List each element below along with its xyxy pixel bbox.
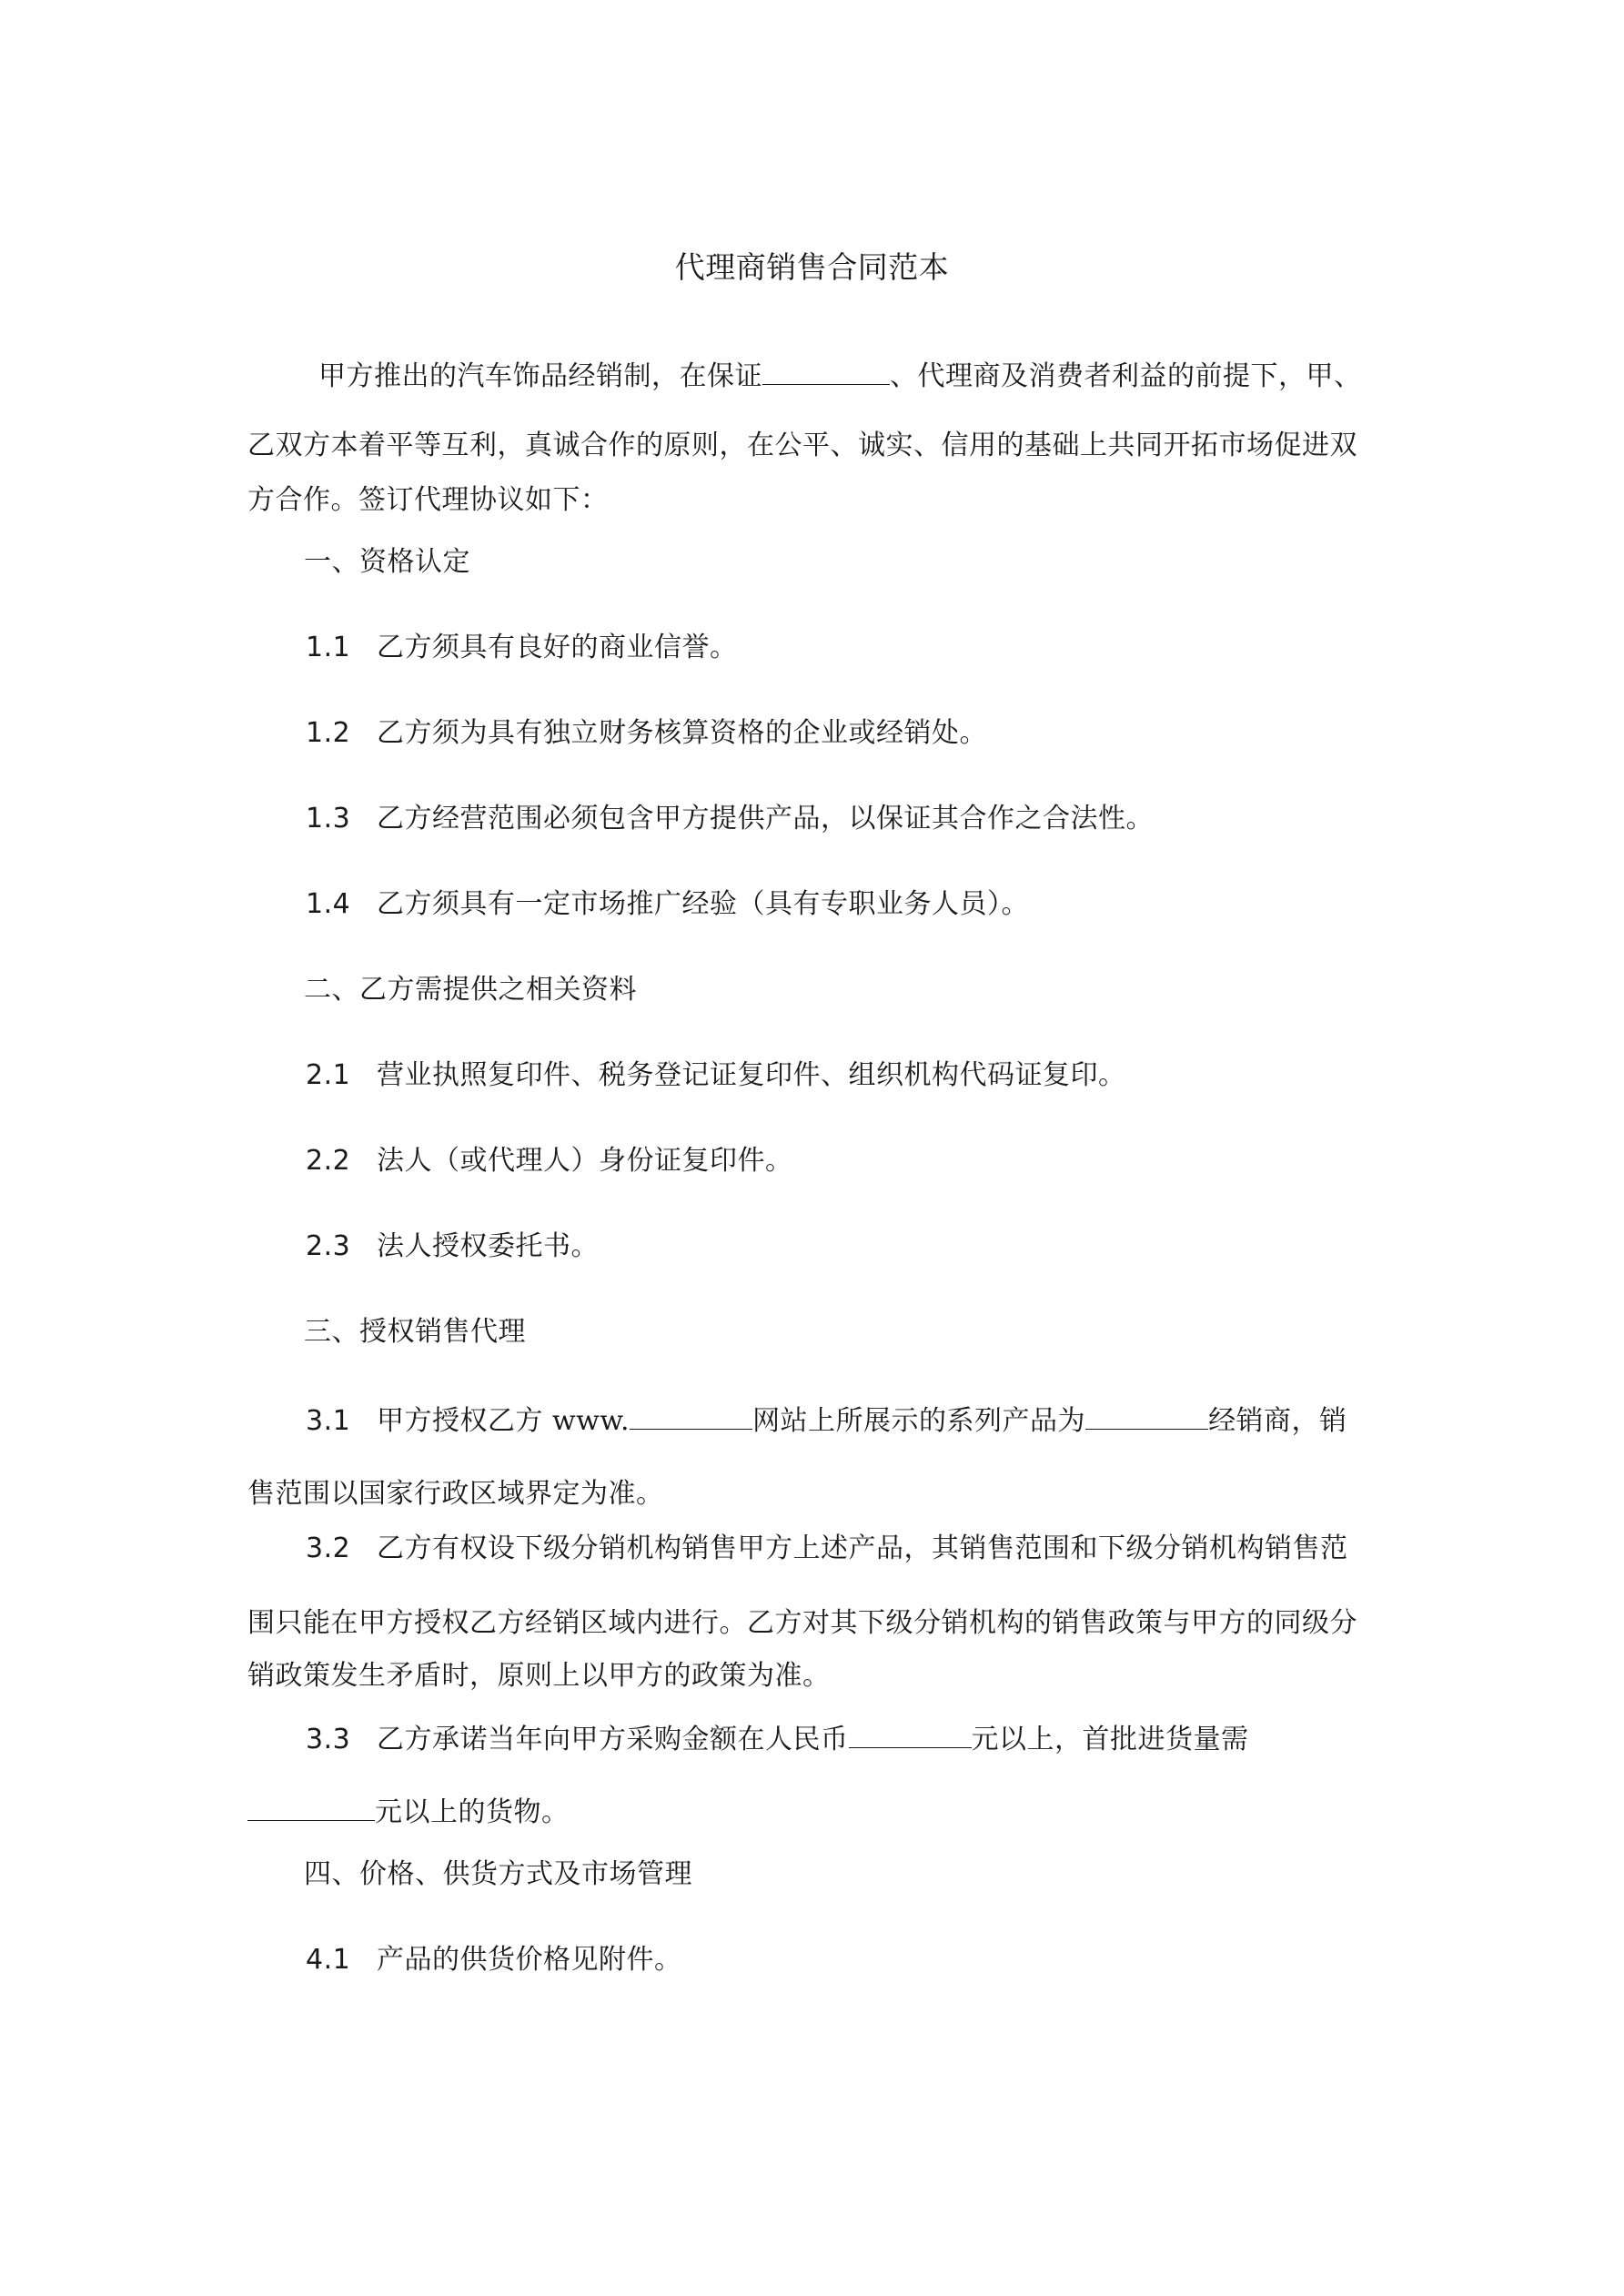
intro-line-3: 方合作。签订代理协议如下： xyxy=(247,484,609,516)
intro-line-2: 乙双方本着平等互利，真诚合作的原则，在公平、诚实、信用的基础上共同开拓市场促进双 xyxy=(247,430,1357,461)
item-number: 3.1 xyxy=(306,1405,351,1437)
document-title: 代理商销售合同范本 xyxy=(674,249,950,285)
list-item xyxy=(306,886,1029,923)
item-number: 1.1 xyxy=(306,632,351,663)
list-item xyxy=(306,630,738,666)
list-item xyxy=(306,1531,1348,1567)
item-number: 1.3 xyxy=(306,803,351,834)
fill-in-blank xyxy=(247,1793,375,1821)
list-item xyxy=(306,1229,599,1265)
item-continuation: 围只能在甲方授权乙方经销区域内进行。乙方对其下级分销机构的销售政策与甲方的同级分 xyxy=(247,1607,1357,1639)
item-continuation xyxy=(247,1793,570,1831)
list-item xyxy=(306,1401,1347,1440)
item-number: 4.1 xyxy=(306,1944,351,1976)
list-item xyxy=(306,1143,793,1179)
list-item xyxy=(306,801,1154,837)
section-heading-4: 四、价格、供货方式及市场管理 xyxy=(304,1858,692,1890)
item-text-b: 元以上，首批进货量需 xyxy=(971,1724,1249,1755)
item-number: 1.2 xyxy=(306,717,351,749)
item-continuation: 销政策发生矛盾时，原则上以甲方的政策为准。 xyxy=(247,1660,831,1692)
item-text-c: 经销商，销 xyxy=(1208,1405,1347,1437)
fill-in-blank xyxy=(762,357,890,385)
item-text: 乙方经营范围必须包含甲方提供产品，以保证其合作之合法性。 xyxy=(377,803,1154,834)
item-text: 法人授权委托书。 xyxy=(377,1230,599,1262)
item-number: 1.4 xyxy=(306,888,351,920)
section-heading-3: 三、授权销售代理 xyxy=(304,1316,526,1348)
fill-in-blank xyxy=(630,1401,752,1430)
fill-in-blank xyxy=(1085,1401,1208,1430)
item-text: 乙方有权设下级分销机构销售甲方上述产品，其销售范围和下级分销机构销售范 xyxy=(377,1532,1348,1564)
item-text-a: 甲方授权乙方 www. xyxy=(377,1405,630,1437)
item-text-a: 乙方承诺当年向甲方采购金额在人民币 xyxy=(377,1724,849,1755)
item-number: 3.3 xyxy=(306,1724,351,1755)
intro-line-1-text-b: 、代理商及消费者利益的前提下，甲、 xyxy=(890,360,1362,392)
item-number: 2.3 xyxy=(306,1230,351,1262)
item-text: 乙方须具有良好的商业信誉。 xyxy=(377,632,738,663)
item-number: 2.2 xyxy=(306,1145,351,1177)
item-text: 法人（或代理人）身份证复印件。 xyxy=(377,1145,793,1177)
list-item xyxy=(306,1942,682,1978)
list-item xyxy=(306,715,987,752)
item-text: 营业执照复印件、税务登记证复印件、组织机构代码证复印。 xyxy=(377,1059,1126,1091)
item-text: 乙方须具有一定市场推广经验（具有专职业务人员）。 xyxy=(377,888,1029,920)
intro-line-1 xyxy=(318,357,1362,395)
intro-line-1-text-a: 甲方推出的汽车饰品经销制，在保证 xyxy=(318,360,762,392)
item-text: 元以上的货物。 xyxy=(375,1796,570,1828)
item-number: 2.1 xyxy=(306,1059,351,1091)
item-text-b: 网站上所展示的系列产品为 xyxy=(752,1405,1086,1437)
list-item xyxy=(306,1057,1126,1094)
section-heading-2: 二、乙方需提供之相关资料 xyxy=(304,974,637,1006)
fill-in-blank xyxy=(849,1720,972,1748)
item-text: 产品的供货价格见附件。 xyxy=(377,1944,682,1976)
item-number: 3.2 xyxy=(306,1532,351,1564)
section-heading-1: 一、资格认定 xyxy=(304,546,470,578)
item-continuation: 售范围以国家行政区域界定为准。 xyxy=(247,1478,664,1510)
list-item xyxy=(306,1720,1249,1758)
item-text: 乙方须为具有独立财务核算资格的企业或经销处。 xyxy=(377,717,987,749)
